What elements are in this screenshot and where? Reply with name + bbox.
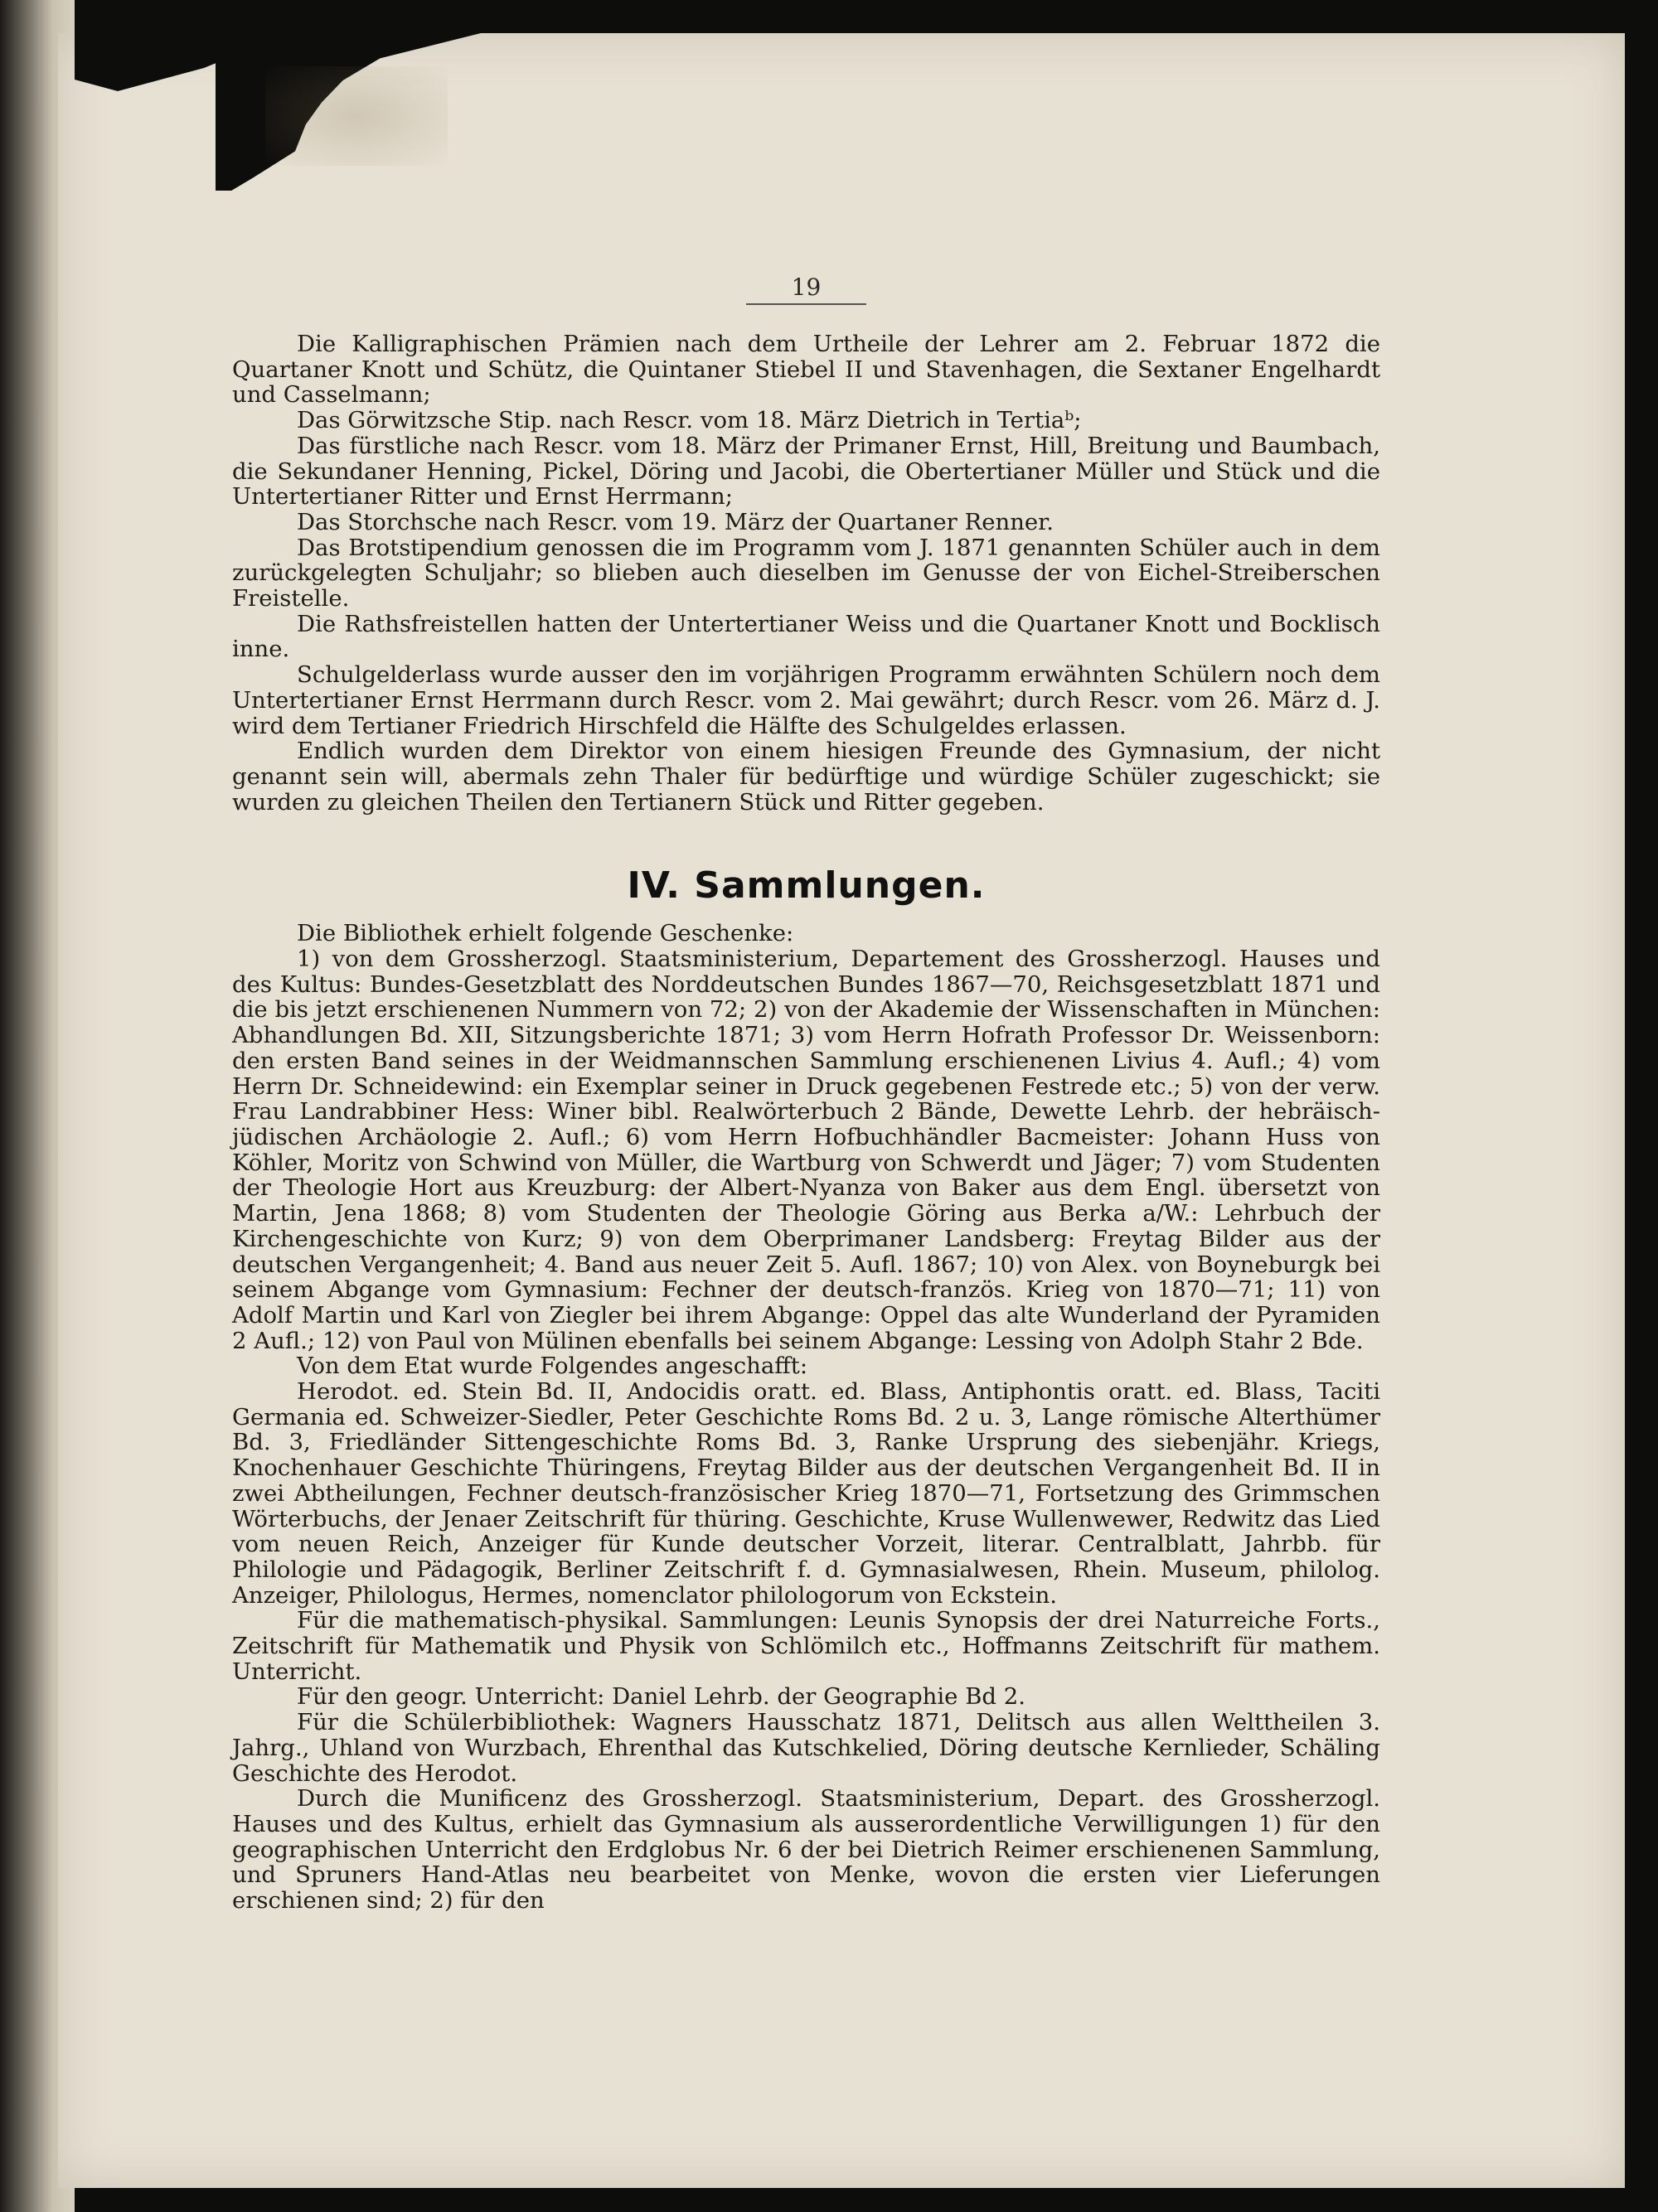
paragraph-mathematik: Für die mathematisch-physikal. Sammlungen: Leunis Synopsis der drei Naturreiche Forts., Zeitschrift für Mathematik und Physik von Schlömilch etc., Hoffmanns Zeitschrift für mathem. Unterricht. — [232, 1607, 1380, 1685]
paragraph-rathsfreistellen: Die Rathsfreistellen hatten der Untertertianer Weiss und die Quartaner Knott und Bocklisch inne. — [232, 610, 1380, 663]
paragraph-storch: Das Storchsche nach Rescr. vom 19. März der Quartaner Renner. — [297, 508, 1054, 535]
paragraph-schuelerbibliothek: Für die Schülerbibliothek: Wagners Hausschatz 1871, Delitsch aus allen Welttheilen 3. Jahrg., Uhland von Wurzbach, Ehrenthal das Kutschkelied, Döring deutsche Kernlieder, Schäling Geschichte des Herodot. — [232, 1709, 1380, 1787]
page-body — [232, 332, 1380, 1914]
page-number: 19 — [791, 273, 822, 301]
paragraph-goerwitz: Das Görwitzsche Stip. nach Rescr. vom 18. März Dietrich in Tertiaᵇ; — [297, 407, 1082, 434]
paragraph-bibliothek-intro: Die Bibliothek erhielt folgende Geschenke: — [297, 920, 794, 947]
page-number-rule — [746, 303, 866, 305]
section-heading: IV. Sammlungen. — [627, 864, 986, 908]
paragraph-munificenz: Durch die Munificenz des Grossherzogl. Staatsministerium, Depart. des Grossherzogl. Hauses und des Kultus, erhielt das Gymnasium als ausserordentliche Verwilligungen 1) für den geographischen Unterricht den Erdglobus Nr. 6 der bei Dietrich Reimer erschienenen Sammlung, und Spruners Hand-Atlas neu bearbeitet von Menke, wovon die ersten vier Lieferungen erschienen sind; 2) für den — [232, 1785, 1380, 1914]
paragraph-etat-intro: Von dem Etat wurde Folgendes angeschafft: — [297, 1353, 808, 1380]
paper-stain — [265, 66, 448, 166]
paragraph-etat-list: Herodot. ed. Stein Bd. II, Andocidis oratt. ed. Blass, Antiphontis oratt. ed. Blass, Taciti Germania ed. Schweizer-Siedler, Peter Geschichte Roms Bd. 2 u. 3, Lange römische Alterthümer Bd. 3, Friedländer Sittengeschichte Roms Bd. 3, Ranke Ursprung des siebenjähr. Kriegs, Knochenhauer Geschichte Thüringens, Freytag Bilder aus der deutschen Vergangenheit Bd. II in zwei Abtheilungen, Fechner deutsch-französischer Krieg 1870—71, Fortsetzung des Grimmschen Wörterbuchs, der Jenaer Zeitschrift für thüring. Geschichte, Kruse Wullenwewer, Redwitz das Lied vom neuen Reich, Anzeiger für Kunde deutscher Vorzeit, literar. Centralblatt, Jahrbb. für Philologie und Pädagogik, Berliner Zeitschrift f. d. Gymnasialwesen, Rhein. Museum, philolog. Anzeiger, Philologus, Hermes, nomenclator philologorum von Eckstein. — [232, 1378, 1380, 1609]
paragraph-endlich: Endlich wurden dem Direktor von einem hiesigen Freunde des Gymnasium, der nicht genannt sein will, abermals zehn Thaler für bedürftige und würdige Schüler zugeschickt; sie wurden zu gleichen Theilen den Tertianern Stück und Ritter gegeben. — [232, 738, 1380, 816]
paragraph-geographie: Für den geogr. Unterricht: Daniel Lehrb. der Geographie Bd 2. — [297, 1683, 1025, 1711]
paragraph-geschenke: 1) von dem Grossherzogl. Staatsministerium, Departement des Grossherzogl. Hauses und des Kultus: Bundes-Gesetzblatt des Norddeutschen Bundes 1867—70, Reichsgesetzblatt 1871 und die bis jetzt erschienenen Nummern von 72; 2) von der Akademie der Wissenschaften in München: Abhandlungen Bd. XII, Sitzungsberichte 1871; 3) vom Herrn Hofrath Professor Dr. Weissenborn: den ersten Band seines in der Weidmannschen Sammlung erschienenen Livius 4. Aufl.; 4) vom Herrn Dr. Schneidewind: ein Exemplar seiner in Druck gegebenen Festrede etc.; 5) von der verw. Frau Landrabbiner Hess: Winer bibl. Realwörterbuch 2 Bände, Dewette Lehrb. der hebräisch-jüdischen Archäologie 2. Aufl.; 6) vom Herrn Hofbuchhändler Bacmeister: Johann Huss von Köhler, Moritz von Schwind von Müller, die Wartburg von Schwerdt und Jäger; 7) vom Studenten der Theologie Hort aus Kreuzburg: der Albert-Nyanza von Baker aus dem Engl. übersetzt von Martin, Jena 1868; 8) vom Studenten der Theologie Göring aus Berka a/W.: Lehrbuch der Kirchengeschichte von Kurz; 9) von dem Oberprimaner Landsberg: Freytag Bilder aus der deutschen Vergangenheit; 4. Band aus neuer Zeit 5. Aufl. 1867; 10) von Alex. von Boyneburgk bei seinem Abgange vom Gymnasium: Fechner der deutsch-französ. Krieg von 1870—71; 11) von Adolf Martin und Karl von Ziegler bei ihrem Abgange: Oppel das alte Wunderland der Pyramiden 2 Aufl.; 12) von Paul von Mülinen ebenfalls bei seinem Abgange: Lessing von Adolph Stahr 2 Bde. — [232, 946, 1380, 1354]
paragraph-schulgelderlass: Schulgelderlass wurde ausser den im vorjährigen Programm erwähnten Schülern noch dem Untertertianer Ernst Herrmann durch Rescr. vom 2. Mai gewährt; durch Rescr. vom 26. März d. J. wird dem Tertianer Friedrich Hirschfeld die Hälfte des Schulgeldes erlassen. — [232, 661, 1380, 739]
paragraph-kalligraphie: Die Kalligraphischen Prämien nach dem Urtheile der Lehrer am 2. Februar 1872 die Quartaner Knott und Schütz, die Quintaner Stiebel II und Stavenhagen, die Sextaner Engelhardt und Casselmann; — [232, 331, 1380, 409]
paragraph-brotstipendium: Das Brotstipendium genossen die im Programm vom J. 1871 genannten Schüler auch in dem zurückgelegten Schuljahr; so blieben auch dieselben im Genusse der von Eichel-Streiberschen Freistelle. — [232, 534, 1380, 612]
paragraph-fuerstlich: Das fürstliche nach Rescr. vom 18. März der Primaner Ernst, Hill, Breitung und Baumbach, die Sekundaner Henning, Pickel, Döring und Jacobi, die Obertertianer Müller und Stück und die Untertertianer Ritter und Ernst Herrmann; — [232, 432, 1380, 511]
